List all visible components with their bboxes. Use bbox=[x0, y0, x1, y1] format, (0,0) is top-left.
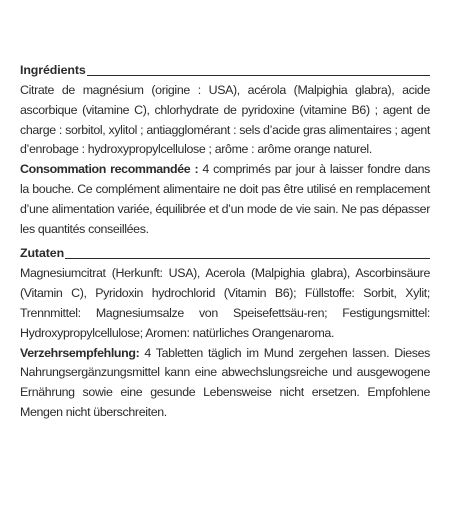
fr-usage-paragraph bbox=[20, 160, 430, 239]
fr-usage-label: Consommation recommandée : bbox=[20, 162, 199, 177]
de-usage-text: 4 Tabletten täglich im Mund zergehen lassen. Dieses Nahrungsergänzungsmittel kann eine abwechslungsreiche und ausgewogene Ernährung sowie eine gesunde Lebensweise nicht ersetzen. Empfohlene Mengen nicht überschreiten. bbox=[20, 345, 430, 419]
fr-heading-underline bbox=[87, 75, 430, 76]
de-ingredients-heading-row bbox=[20, 245, 430, 262]
fr-section bbox=[20, 81, 430, 239]
de-heading-underline bbox=[65, 258, 430, 259]
fr-ingredients-heading-row bbox=[20, 62, 430, 79]
fr-ingredients-heading: Ingrédients bbox=[20, 63, 86, 77]
de-section bbox=[20, 264, 430, 422]
de-usage-paragraph bbox=[20, 344, 430, 423]
de-ingredients-text: Magnesiumcitrat (Herkunft: USA), Acerola (Malpighia glabra), Ascorbinsäure (Vitamin C), Pyridoxin hydrochlorid (Vitamin B6); Füllstoffe: Sorbit, Xylit; Trennmittel: Magnesiumsalze von Speisefettsäu-ren; Festigungsmittel: Hydroxypropylcellulose; Aromen: natürliches Orangenaroma. bbox=[20, 266, 430, 340]
de-usage-label: Verzehrsempfehlung: bbox=[20, 345, 140, 360]
fr-ingredients-text: Citrate de magnésium (origine : USA), acérola (Malpighia glabra), acide ascorbique (vitamine C), chlorhydrate de pyridoxine (vitamine B6) ; agent de charge : sorbitol, xylitol ; antiagglomérant : sels d’acide gras alimentaires ; agent d’enrobage : hydroxypropylcellulose ; arôme : arôme orange naturel. bbox=[20, 83, 430, 157]
de-ingredients-heading: Zutaten bbox=[20, 246, 65, 261]
fr-usage-text: 4 comprimés par jour à laisser fondre dans la bouche. Ce complément alimentaire ne doit pas être utilisé en remplacement d’une alimentation variée, équilibrée et d’un mode de vie sain. Ne pas dépasser les quantités conseillées. bbox=[20, 162, 431, 236]
